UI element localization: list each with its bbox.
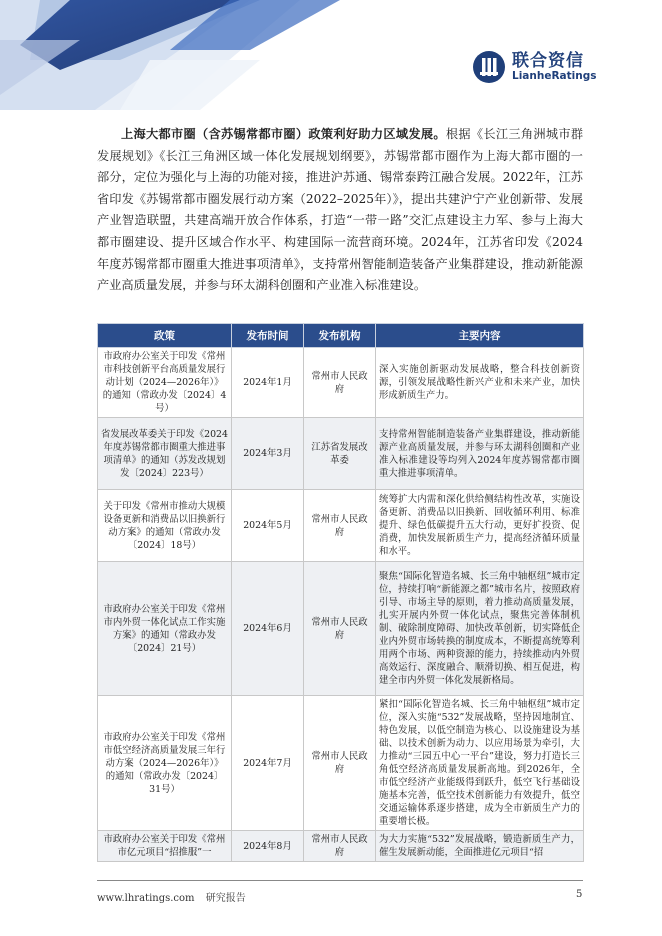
table-row [98,562,584,696]
footer-doc-type: 研究报告 [205,893,246,904]
table-row [98,490,584,562]
org-cell: 常州市人民政府 [304,348,376,418]
org-cell: 常州市人民政府 [304,562,376,696]
header-content: 主要内容 [376,324,584,348]
content-cell: 深入实施创新驱动发展战略，整合科技创新资源，引领发展战略性新兴产业和未来产业，加快形成新质生产力。 [376,348,584,418]
page-number: 5 [576,889,583,900]
footer-info [97,889,246,904]
date-cell: 2024年8月 [232,831,304,862]
header-org: 发布机构 [304,324,376,348]
table-row [98,831,584,862]
content-cell: 统筹扩大内需和深化供给侧结构性改革，实施设备更新、消费品以旧换新、回收循环利用、标准提升、绿色低碳提升五大行动，更好扩投资、促消费，加快发展新质生产力，提高经济循环质量和水平。 [376,490,584,562]
org-cell: 江苏省发展改革委 [304,418,376,490]
content-cell: 为大力实施“532”发展战略，锻造新质生产力，催生发展新动能，全面推进亿元项目“招 [376,831,584,862]
header-date: 发布时间 [232,324,304,348]
logo-text [512,52,596,82]
policy-cell: 市政府办公室关于印发《常州市亿元项目“招推服”一 [98,831,232,862]
table-row [98,418,584,490]
lianhe-logo-icon [472,50,506,84]
policy-cell: 市政府办公室关于印发《常州市低空经济高质量发展三年行动方案（2024—2026年）》的通知（常政办发〔2024〕31号） [98,696,232,831]
policy-cell: 关于印发《常州市推动大规模设备更新和消费品以旧换新行动方案》的通知（常政办发〔2024〕18号） [98,490,232,562]
org-cell: 常州市人民政府 [304,696,376,831]
policy-cell: 市政府办公室关于印发《常州市内外贸一体化试点工作实施方案》的通知（常政办发〔2024〕21号） [98,562,232,696]
date-cell: 2024年3月 [232,418,304,490]
table-row [98,696,584,831]
content-cell: 支持常州智能制造装备产业集群建设，推动新能源产业高质量发展，并参与环太湖科创圈和产业准入标准建设等均列入2024年度苏锡常都市圈重大推进事项清单。 [376,418,584,490]
content-cell: 紧扣“国际化智造名城、长三角中轴枢纽”城市定位，深入实施“532”发展战略，坚持因地制宜、特色发展，以低空制造为核心、以设施建设为基础、以技术创新为动力、以应用场景为牵引，大力推动“三园五中心一平台”建设，努力打造长三角低空经济高质量发展新高地。到2026年，全市低空经济产业能级得到跃升，低空飞行基础设施基本完善，低空技术创新能力有效提升，低空交通运输体系逐步搭建，成为全市新质生产力的重要增长极。 [376,696,584,831]
table-row [98,348,584,418]
org-cell: 常州市人民政府 [304,831,376,862]
company-logo [472,50,596,84]
date-cell: 2024年1月 [232,348,304,418]
table-header-row [98,324,584,348]
intro-bold-lead: 上海大都市圈（含苏锡常都市圈）政策利好助力区域发展。 [121,127,446,141]
policy-cell: 省发展改革委关于印发《2024年度苏锡常都市圈重大推进事项清单》的通知（苏发改规划发〔2024〕223号） [98,418,232,490]
date-cell: 2024年7月 [232,696,304,831]
header-policy: 政策 [98,324,232,348]
policy-cell: 市政府办公室关于印发《常州市科技创新平台高质量发展行动计划（2024—2026年）》的通知（常政办发〔2024〕4号） [98,348,232,418]
date-cell: 2024年6月 [232,562,304,696]
intro-body: 根据《长江三角洲城市群发展规划》《长江三角洲区域一体化发展规划纲要》，苏锡常都市圈作为上海大都市圈的一部分，定位为强化与上海的功能对接，推进沪苏通、锡常泰跨江融合发展。2022年，江苏省印发《苏锡常都市圈发展行动方案（2022–2025年）》，提出共建沪宁产业创新带、发展产业智造联盟，共建高端开放合作体系，打造“一带一路”交汇点建设主力军、参与上海大都市圈建设、提升区域合作水平、构建国际一流营商环境。2024年，江苏省印发《2024年度苏锡常都市圈重大推进事项清单》，支持常州智能制造装备产业集群建设，推动新能源产业高质量发展，并参与环太湖科创圈和产业准入标准建设。 [97,127,584,293]
org-cell: 常州市人民政府 [304,490,376,562]
footer-divider [97,880,583,881]
intro-paragraph [97,124,583,297]
logo-english-name: LianheRatings [512,70,597,82]
policy-table [97,323,584,862]
content-cell: 聚焦“国际化智造名城、长三角中轴枢纽”城市定位，持续打响“新能源之都”城市名片，按照政府引导、市场主导的原则，着力推动高质量发展，扎实开展内外贸一体化试点，聚焦完善体制机制、破除制度障碍、加快改革创新，切实降低企业内外贸市场转换的制度成本，不断提高统筹利用两个市场、两种资源的能力，持续推动内外贸高效运行、深度融合、顺滑切换、相互促进，构建全市内外贸一体化发展新格局。 [376,562,584,696]
logo-chinese-name: 联合资信 [512,51,584,71]
date-cell: 2024年5月 [232,490,304,562]
footer-website-link[interactable]: www.lhratings.com [97,893,195,904]
